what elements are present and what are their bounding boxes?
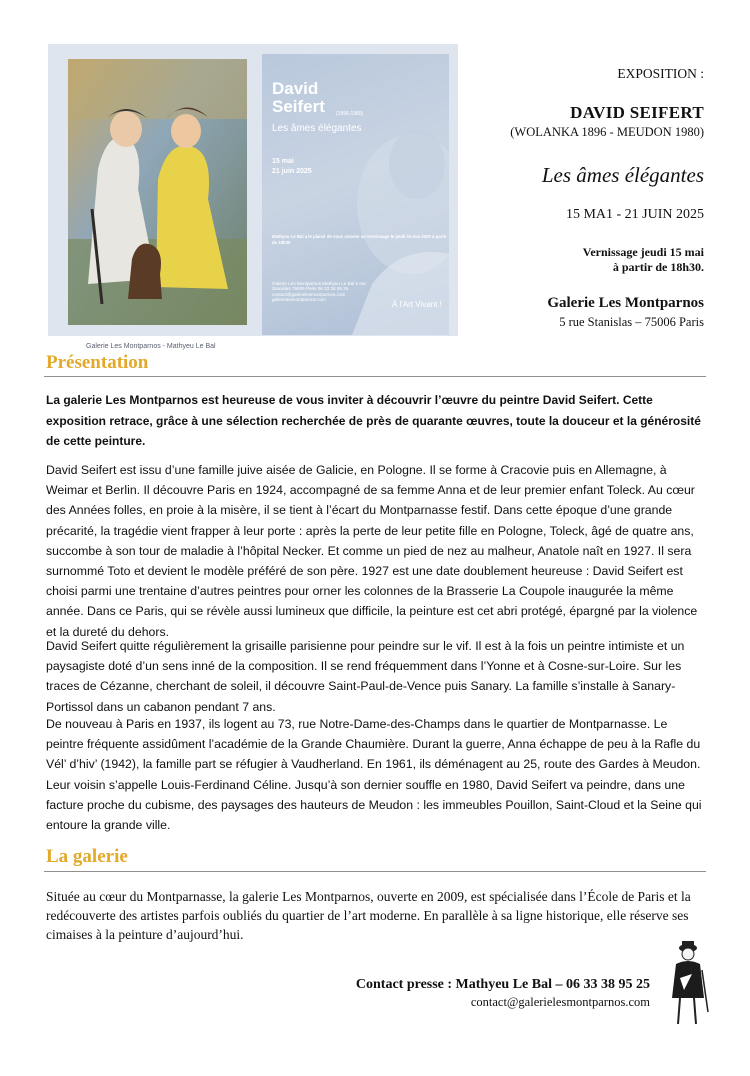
vernissage-line-2: à partir de 18h30. [612, 260, 704, 274]
gallery-address: 5 rue Stanislas – 75006 Paris [559, 315, 704, 329]
exhibition-title: Les âmes élégantes [541, 163, 704, 187]
painting-image [68, 59, 247, 325]
vernissage-line-1: Vernissage jeudi 15 mai [582, 245, 704, 259]
figure-sketch-icon [662, 938, 710, 1026]
poster-last-name: Seifert [272, 97, 325, 116]
galerie-text: Située au cœur du Montparnasse, la galerie Les Montparnos, ouverte en 2009, est spécialisée dans l’École de Paris et la redécouverte des artistes parfois oubliés du quartier de l’art moderne. En parallèle à sa ligne historique, elle réserve ses cimaises à la peinture d’aujourd’hui. [46, 889, 691, 942]
exhibition-dates: 15 MA1 - 21 JUIN 2025 [565, 207, 704, 222]
contact-email[interactable]: contact@galerielesmontparnos.com [470, 995, 650, 1009]
presentation-paragraph-2: David Seifert quitte régulièrement la grisaille parisienne pour peindre sur le vif. Il est à la fois un peintre intimiste et un paysagiste doté d’un sens inné de la composition. Il se rend fréquemment dans l’Yonne et à Cosne-sur-Loire. Sur les traces de Cézanne, cherchant de soleil, il découvre Saint-Paul-de-Vence puis Sanary. La famille s’installe à Sanary-Portissol dans un cabanon pendant 7 ans. [46, 639, 685, 714]
poster-date-start: 15 mai [272, 158, 294, 165]
presentation-paragraph-1: David Seifert est issu d’une famille juive aisée de Galicie, en Pologne. Il se forme à Cracovie puis en Allemagne, à Weimar et Berlin. Il découvre Paris en 1924, accompagné de sa femme Anna et de leur premier enfant Toleck. Au cœur des Années folles, en proie à la misère, il se tient à l’écart du Montparnasse festif. Dans cette époque d’une grande précarité, la tragédie vient frapper à leur porte : après la perte de leur petite fille en Pologne, Toleck, âgé de quatre ans, succombe à son tour de maladie à l’hôpital Necker. Et comme un pied de nez au malheur, Anatole naît en 1927. Il sera surnommé Toto et devient le modèle préféré de son père. 1927 est une date doublement heureuse : David Seifert est choisi parmi une trentaine d’autres peintres pour orner les colonnes de la Brasserie La Coupole inaugurée la même année. Dans ce Paris, qui se révèle aussi lumineux que difficile, la peinture est cet abri protégé, épargné par la violence et la dureté du dehors. [46, 463, 698, 639]
artist-dates: (WOLANKA 1896 - MEUDON 1980) [510, 125, 704, 139]
poster-address: Galerie Les Montparnos Mathyeu Le Bal 5 rue Stanislas 75006 Paris 06 33 38 95 25 contact@galerielesmontparnos.com galerielesmontparnos.com [272, 281, 366, 303]
presentation-heading: Présentation [46, 352, 149, 373]
presentation-divider [44, 376, 706, 377]
galerie-divider [44, 871, 706, 872]
presentation-intro: La galerie Les Montparnos est heureuse de vous inviter à découvrir l’œuvre du peintre David Seifert. Cette exposition retrace, grâce à une sélection recherchée de près de quarante œuvres, toute la douceur et la générosité de cette peinture. [46, 393, 701, 448]
gallery-name: Galerie Les Montparnos [547, 295, 704, 311]
poster-invitation: Mathyeu Le Bal a le plaisir de vous convier au vernissage le jeudi 15 mai 2025 à partir de 18h30 [272, 234, 447, 245]
artist-name: DAVID SEIFERT [570, 103, 704, 122]
poster-first-name: David [272, 79, 319, 98]
exhibition-poster [262, 54, 449, 335]
exposition-label: EXPOSITION : [617, 66, 704, 81]
galerie-heading: La galerie [46, 846, 128, 867]
card-caption: Galerie Les Montparnos - Mathyeu Le Bal [86, 343, 216, 350]
poster-date-end: 21 juin 2025 [272, 168, 312, 175]
poster-subtitle: Les âmes élégantes [272, 123, 362, 134]
poster-years: (1896-1980) [336, 111, 364, 117]
press-contact: Contact presse : Mathyeu Le Bal – 06 33 38 95 25 [355, 977, 650, 992]
presentation-paragraph-3: De nouveau à Paris en 1937, ils logent au 73, rue Notre-Dame-des-Champs dans le quartier de Montparnasse. Le peintre fréquente assidûment l’académie de la Grande Chaumière. Durant la guerre, Anna échappe de peu à la Rafle du Vél’ d’hiv’ (1942), la famille part se réfugier à Vaudherland. En 1961, ils déménagent au 25, route des Gardes à Meudon. Leur voisin s’appelle Louis-Ferdinand Céline. Jusqu’à son dernier souffle en 1980, David Seifert va peindre, dans une facture proche du cubisme, des paysages des hauteurs de Meudon : les immeubles Pouillon, Saint-Cloud et la Seine qui entoure la grande ville. [46, 717, 702, 833]
poster-brand: À l'Art Vivant ! [392, 300, 442, 309]
